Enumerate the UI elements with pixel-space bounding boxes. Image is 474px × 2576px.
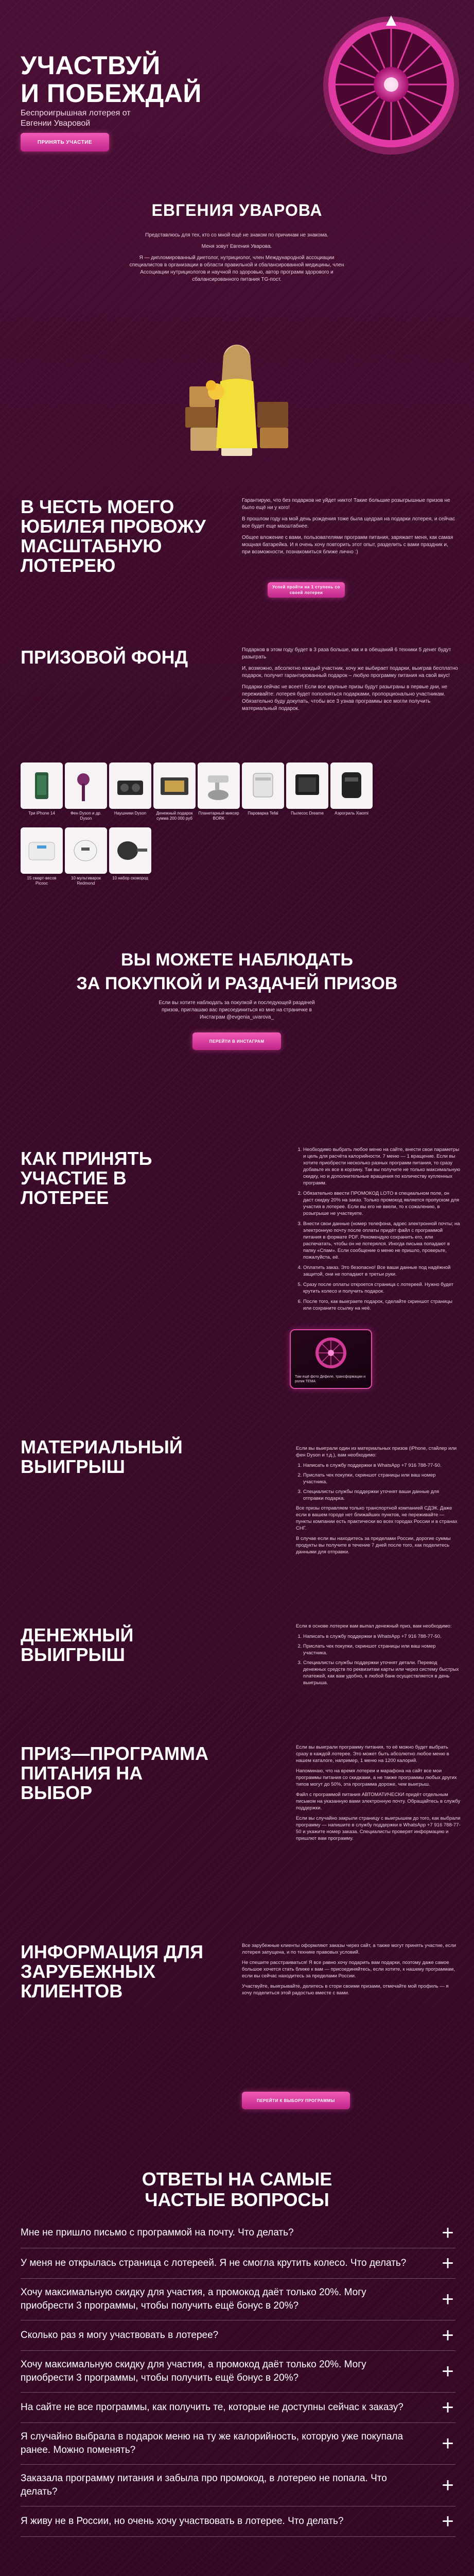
faq-item[interactable] xyxy=(21,2465,455,2506)
author-photo xyxy=(180,330,293,464)
faq-question: Сколько раз я могу участвовать в лотерее? xyxy=(21,2330,219,2341)
about-text xyxy=(129,232,345,287)
about-p3: Я — дипломированный диетолог, нутрициолог, член Международной ассоциации специалистов в организации в области правильной и сбалансированной медицины, член Ассоциации нутрициологов и научной по здоровью, автор программ здорового и сбалансированного питания TG-пост. xyxy=(129,255,344,282)
foreign-text xyxy=(242,1942,458,2000)
jubilee-p3: Общее вложение с вами, пользователями программ питания, заряжает меня, как самая мощная батарейка. И я очень хочу повторить этот опыт, разделить с вами праздник и, при возможности, познакомиться ближе лично :) xyxy=(242,535,453,555)
faq-title-line2: ЧАСТЫЕ ВОПРОСЫ xyxy=(145,2189,329,2210)
phone-icon xyxy=(21,765,63,806)
money-p1: Если в основе лотереи вам выпал денежный приз, вам необходимо: xyxy=(296,1623,452,1629)
prize-label: Пароварка Tefal xyxy=(248,811,278,816)
howto-step: 4. Оплатить заказ. Это безопасно! Все ваши данные под надёжной защитой, они не попадают в третьи руки. xyxy=(303,1264,461,1278)
prize-image xyxy=(65,762,107,809)
wheel-icon xyxy=(319,8,463,163)
plus-icon[interactable]: + xyxy=(442,2396,454,2419)
faq-question: Я случайно выбрала в подарок меню на ту же калорийность, которую уже покупала ранее. Можно поменять? xyxy=(21,2431,403,2455)
prize-label: Денежный подарок сумма 200 000 руб xyxy=(156,811,193,821)
money-step: 1. Написать в службу поддержки в WhatsApp +7 916 788-77-50. xyxy=(303,1633,461,1640)
jubilee-button[interactable]: Успей пройти на 1 ступень со своей лотереи xyxy=(268,582,345,598)
faq-question: Я живу не в России, но очень хочу участвовать в лотерее. Что делать? xyxy=(21,2516,344,2527)
material-step: 2. Прислать чек покупки, скриншот страницы или ваш номер участника. xyxy=(303,1472,461,1485)
prize-image xyxy=(330,762,373,809)
prize-image xyxy=(153,762,196,809)
prize-item xyxy=(21,762,63,821)
money-step: 2. Прислать чек покупки, скриншот страницы или ваш номер участника. xyxy=(303,1643,461,1656)
prize-label: Наушники Dyson xyxy=(114,811,147,816)
watch-title-line1: ВЫ МОЖЕТЕ НАБЛЮДАТЬ xyxy=(121,950,353,970)
faq-item[interactable] xyxy=(21,2506,455,2537)
material-p2: Все призы отправляем только транспортной компанией СДЭК. Даже если в вашем городе нет ближайших пунктов, не переживайте — пункты компании есть практически во всех городах России и в странах СНГ. xyxy=(296,1505,458,1531)
mixer-icon xyxy=(198,765,240,806)
plus-icon[interactable]: + xyxy=(442,2252,454,2275)
faq-item[interactable] xyxy=(21,2393,455,2423)
material-text xyxy=(296,1445,461,1559)
prize-label: Три iPhone 14 xyxy=(28,811,55,816)
material-p1: Если вы выиграли один из материальных призов (iPhone, стайлер или фен Dyson и т.д.), вам необходимо: xyxy=(296,1446,457,1458)
faq-item[interactable] xyxy=(21,2279,455,2320)
foreign-p1: Все зарубежные клиенты оформляют заказы через сайт, а также могут принять участие, если лотерея запущена, и по технике правовых условий. xyxy=(242,1943,457,1955)
foreign-p3: Участвуйте, выигрывайте, делитесь в стори своими призами, отмечайте мой профиль — я хочу поделиться этой радостью вместе с вами. xyxy=(242,1984,449,1996)
participate-button[interactable]: ПРИНЯТЬ УЧАСТИЕ xyxy=(21,133,109,151)
video-card[interactable] xyxy=(290,1329,372,1389)
prize-item xyxy=(21,827,63,886)
faq-question: Мне не пришло письмо с программой на почту. Что делать? xyxy=(21,2227,294,2238)
prize-label: Пылесос Dreame xyxy=(291,811,324,816)
material-p3: В случае если вы находитесь за пределами России, дорогие суммы продукты вы получите в течение 7 дней после того, как поделитесь данными для отправки. xyxy=(296,1536,451,1555)
prize-grid xyxy=(21,762,391,886)
watch-title xyxy=(0,948,474,995)
foreign-title: ИНФОРМАЦИЯ ДЛЯ ЗАРУБЕЖНЫХ КЛИЕНТОВ xyxy=(21,1941,203,2002)
prize-image xyxy=(109,827,151,874)
money-steps xyxy=(296,1633,461,1686)
money-text xyxy=(296,1623,461,1689)
material-title: МАТЕРИАЛЬНЫЙ ВЫИГРЫШ xyxy=(21,1436,183,1477)
hero-title-line1: УЧАСТВУЙ xyxy=(21,51,161,80)
prize-item xyxy=(109,762,151,821)
howto-step: 3. Внести свои данные (номер телефона, адрес электронной почты; на электронную почту после оплаты придёт файл с программой питания в формате PDF. Рекомендую сохранить его, или распечатать, чтобы он не потерялся. Иногда письма попадают в папку «Спам». Если сообщение о меню не пришло, проверьте, пожалуйста, её. xyxy=(303,1221,461,1261)
steamer-icon xyxy=(242,765,284,806)
video-card-text: Там ещё фото Дефиле, трансформации и ролик ТЕМА xyxy=(295,1375,366,1383)
material-steps xyxy=(296,1462,461,1502)
watch-title-line2: ЗА ПОКУПКОЙ И РАЗДАЧЕЙ ПРИЗОВ xyxy=(76,974,398,993)
faq-title-line1: ОТВЕТЫ НА САМЫЕ xyxy=(142,2168,332,2190)
faq-question: Хочу максимальную скидку для участия, а промокод даёт только 20%. Могу приобрести 3 программы, чтобы получить ещё бонус в 20%? xyxy=(21,2287,366,2311)
prize-image xyxy=(242,762,284,809)
choose-program-button[interactable]: ПЕРЕЙТИ К ВЫБОРУ ПРОГРАММЫ xyxy=(242,2092,350,2109)
prize-label: Фен Dyson и др. Dyson xyxy=(70,811,102,821)
about-p2: Меня зовут Евгения Уварова. xyxy=(201,244,272,249)
prize-label: Аэрогриль Xiaomi xyxy=(335,811,368,816)
prize-item xyxy=(330,762,373,821)
faq-item[interactable] xyxy=(21,2351,455,2393)
prize-item xyxy=(286,762,328,821)
faq-question: На сайте не все программы, как получить те, которые не доступны сейчас к заказу? xyxy=(21,2402,403,2413)
prize-item xyxy=(198,762,240,821)
airfryer-icon xyxy=(330,765,373,806)
prizes-p2: И, возможно, абсолютно каждый участник, хочу же выбирает подарки, выиграв бесплатно подарок, получит гарантированный подарок – любую программу питания на свой вкус! xyxy=(242,666,458,679)
faq-question: Заказала программу питания и забыла про промокод, в лотерею не попала. Что делать? xyxy=(21,2473,387,2497)
diet-p4: Если вы случайно закрыли страницу с выигрышем до того, как выбрали программу — напишите в службу поддержки в WhatsApp +7 916 788-77-50 и укажите номер заказа. Специалисты проверят информацию и пришлют вам программу. xyxy=(296,1816,461,1841)
jubilee-p2: В прошлом году на мой день рождения тоже была щедрая на подарки лотерея, и сейчас все будет еще масштабнее. xyxy=(242,516,455,529)
headphones-icon xyxy=(109,765,151,806)
plus-icon[interactable]: + xyxy=(442,2510,454,2533)
about-title: ЕВГЕНИЯ УВАРОВА xyxy=(151,201,323,219)
money-title: ДЕНЕЖНЫЙ ВЫИГРЫШ xyxy=(21,1624,134,1665)
pan-icon xyxy=(109,830,151,871)
faq-question: Хочу максимальную скидку для участия, а промокод даёт только 20%. Могу приобрести 3 программы, чтобы получить ещё бонус в 20%? xyxy=(21,2359,366,2383)
instagram-button[interactable]: ПЕРЕЙТИ В ИНСТАГРАМ xyxy=(192,1032,281,1050)
scale-icon xyxy=(21,830,63,871)
faq-item[interactable] xyxy=(21,2248,455,2279)
cooker-icon xyxy=(65,830,107,871)
diet-prize-title: ПРИЗ—ПРОГРАММА ПИТАНИЯ НА ВЫБОР xyxy=(21,1743,208,1803)
prize-label: 10 мультиварок Redmond xyxy=(71,876,101,886)
prize-image xyxy=(21,762,63,809)
plus-icon[interactable]: + xyxy=(442,2324,454,2347)
diet-p1: Если вы выиграли программу питания, то её можно будет выбрать сразу в каждой лотерее. Это может быть абсолютно любое меню в нашем каталоге, например, 1 меню на 1200 калорий. xyxy=(296,1744,449,1764)
money-step: 3. Специалисты службы поддержки уточнят детали. Перевод денежных средств по реквизитам карты или через систему быстрых платежей, как вам удобно, в любой банк осуществляется в день выигрыша. xyxy=(303,1659,461,1686)
faq-item[interactable] xyxy=(21,2423,455,2465)
plus-icon[interactable]: + xyxy=(442,2360,454,2383)
howto-step: 5. Сразу после оплаты откроется страница с лотереей. Нужно будет крутить колесо и получить подарок. xyxy=(303,1281,461,1295)
faq-title xyxy=(0,2169,474,2210)
faq-item[interactable] xyxy=(21,2218,455,2248)
howto-step: 6. После того, как выиграете подарок, сделайте скриншот страницы или сохраните ссылку на неё. xyxy=(303,1298,461,1312)
prize-label: 10 набор сковород xyxy=(112,876,148,880)
howto-steps xyxy=(296,1146,461,1315)
jubilee-title: В ЧЕСТЬ МОЕГО ЮБИЛЕЯ ПРОВОЖУ МАСШТАБНУЮ ЛОТЕРЕЮ xyxy=(21,496,206,576)
diet-prize-text xyxy=(296,1744,461,1845)
plus-icon[interactable]: + xyxy=(442,2474,454,2497)
prize-label: 15 смарт-весов Picooc xyxy=(27,876,57,886)
jubilee-p1: Гарантирую, что без подарков не уйдет никто! Такие большие розыгрышные призов не было ещё ни у кого! xyxy=(242,498,450,511)
prize-label: Планетарный миксер BORK xyxy=(198,811,239,821)
faq-list xyxy=(21,2218,455,2537)
faq-item[interactable] xyxy=(21,2320,455,2351)
diet-p2: Напоминаю, что на время лотереи и марафона на сайт все мои программы питания со скидками, а не также программы любых других типов могут до 50%, эта программа дороже, чем выигрыш. xyxy=(296,1768,457,1787)
prize-image xyxy=(198,762,240,809)
material-step: 1. Написать в службу поддержки в WhatsApp +7 916 788-77-50. xyxy=(303,1462,461,1469)
prizes-text xyxy=(242,647,458,717)
lottery-wheel[interactable] xyxy=(319,8,463,163)
howto-step: 1. Необходимо выбрать любое меню на сайте, внести свои параметры и цель для расчёта калорийности. 7 меню — 1 вращение. Если вы хотите приобрести несколько разных программ питания, то сразу добавьте их все в корзину. Так вы получите не только максимальную скидку, но и дополнительные вращения по количеству купленных программ. xyxy=(303,1146,461,1187)
jubilee-text xyxy=(242,497,458,560)
faq-question: У меня не открылась страница с лотереей. Я не смогла крутить колесо. Что делать? xyxy=(21,2258,407,2268)
watch-text: Если вы хотите наблюдать за покупкой и последующей раздачей призов, приглашаю вас присоединиться ко мне на страничке в Инстаграм @evgenia_uvarova_ xyxy=(159,1000,315,1020)
hero-title xyxy=(21,52,202,107)
material-step: 3. Специалисты службы поддержки уточнят ваши данные для отправки подарка. xyxy=(303,1488,461,1502)
hairdryer-icon xyxy=(65,765,107,806)
howto-step: 2. Обязательно ввести ПРОМОКОД LOTO в специальном поле, он даст скидку 20% на заказ. Только промокод является пропуском для участия в лотерее. Если вы его не ввели, то к сожалению, в розыгрыше не участвуете. xyxy=(303,1190,461,1217)
prizes-p3: Подарки сейчас не всеет! Если все крупные призы будут разыграны в первые дни, не переживайте: лотерея будет пополняться подарками, пропорционально участникам. Обязательно буду докупать, чтобы все 3 узнав программы все могли получить материальный подарок. xyxy=(242,684,448,711)
about-p1: Представлюсь для тех, кто со мной ещё не знаком по причинам не знакома. xyxy=(145,232,328,238)
vacuum-icon xyxy=(286,765,328,806)
prize-image xyxy=(286,762,328,809)
prize-item xyxy=(153,762,196,821)
hero-title-line2: И ПОБЕЖДАЙ xyxy=(21,79,202,108)
prize-image xyxy=(109,762,151,809)
prizes-title: ПРИЗОВОЙ ФОНД xyxy=(21,647,188,668)
prize-item xyxy=(65,827,107,886)
prize-item xyxy=(109,827,151,886)
prize-image xyxy=(65,827,107,874)
cash-icon xyxy=(153,765,196,806)
hero-subtitle: Беспроигрышная лотерея от Евгении Уваровой xyxy=(21,109,131,128)
prize-item xyxy=(242,762,284,821)
plus-icon[interactable]: + xyxy=(442,2288,454,2311)
prize-image xyxy=(21,827,63,874)
plus-icon[interactable]: + xyxy=(442,2432,454,2455)
plus-icon[interactable]: + xyxy=(442,2222,454,2244)
foreign-p2: Не спешите расстраиваться! Я все равно хочу подарить вам подарки, поэтому даже самое большое хочется стать ближе к вам — присоединяйтесь, если хотите, к нашему программам, если вы сейчас находитесь за пределами России. xyxy=(242,1960,455,1979)
prizes-p1: Подарков в этом году будет в 3 раза больше, как и в обещаний 6 техники 5 денег будут разыграть xyxy=(242,647,451,660)
diet-p3: Файл с программой питания АВТОМАТИЧЕСКИ придёт отдельным письмом на указанную вами электронную почту. Обращайтесь в службу поддержки. xyxy=(296,1792,461,1811)
howto-title: КАК ПРИНЯТЬ УЧАСТИЕ В ЛОТЕРЕЕ xyxy=(21,1148,152,1208)
prize-item xyxy=(65,762,107,821)
